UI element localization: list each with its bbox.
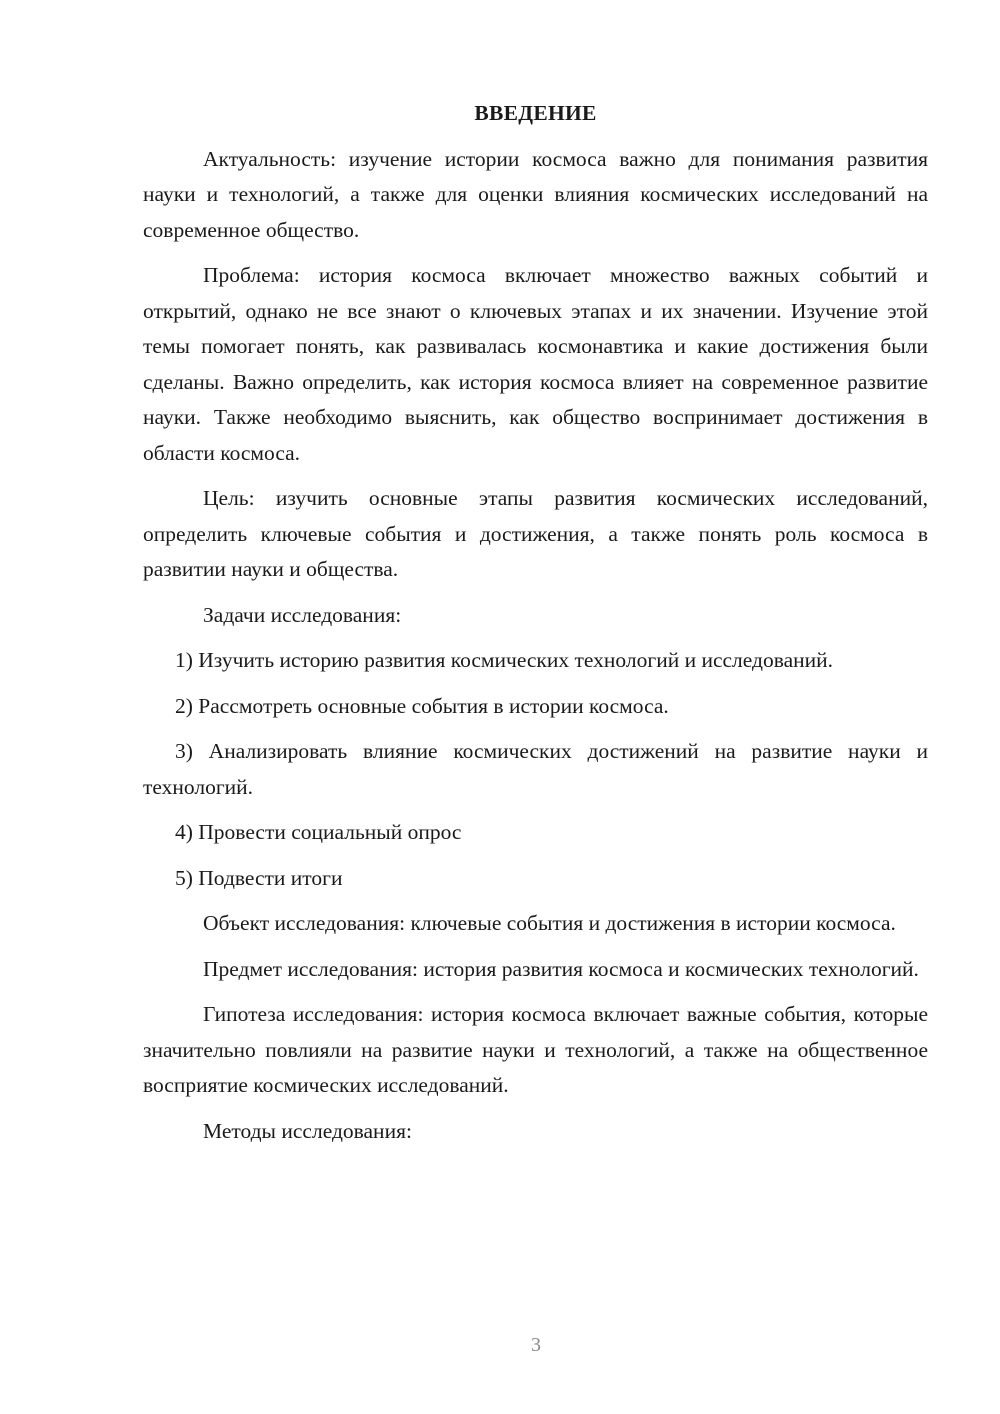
goal-paragraph: Цель: изучить основные этапы развития космических исследований, определить ключевые события и достижения, а также понять роль космоса в развитии науки и общества. — [143, 486, 928, 581]
task-item: 1) Изучить историю развития космических технологий и исследований. — [175, 648, 834, 672]
section-heading: ВВЕДЕНИЕ — [474, 101, 597, 125]
task-item: 2) Рассмотреть основные события в истории космоса. — [175, 693, 669, 718]
subject-paragraph: Предмет исследования: история развития космоса и космических технологий. — [203, 956, 919, 981]
page-content — [143, 96, 928, 1159]
task-item: 4) Провести социальный опрос — [175, 820, 462, 844]
tasks-heading: Задачи исследования: — [203, 602, 402, 627]
object-paragraph: Объект исследования: ключевые события и достижения в истории космоса. — [203, 911, 896, 935]
relevance-paragraph: Актуальность: изучение истории космоса важно для понимания развития науки и технологий, а также для оценки влияния космических исследований на современное общество. — [143, 146, 928, 242]
task-item: 3) Анализировать влияние космических достижений на развитие науки и технологий. — [143, 739, 928, 799]
methods-heading: Методы исследования: — [203, 1118, 412, 1143]
task-item: 5) Подвести итоги — [175, 865, 343, 890]
page-number: 3 — [531, 1334, 541, 1356]
hypothesis-paragraph: Гипотеза исследования: история космоса включает важные события, которые значительно повлияли на развитие науки и технологий, а также на общественное восприятие космических исследований. — [143, 1002, 928, 1097]
problem-paragraph: Проблема: история космоса включает множество важных событий и открытий, однако не все знают о ключевых этапах и их значении. Изучение этой темы помогает понять, как развивалась космонавтика и какие достижения были сделаны. Важно определить, как история космоса влияет на современное развитие науки. Также необходимо выяснить, как общество воспринимает достижения в области космоса. — [143, 263, 928, 465]
